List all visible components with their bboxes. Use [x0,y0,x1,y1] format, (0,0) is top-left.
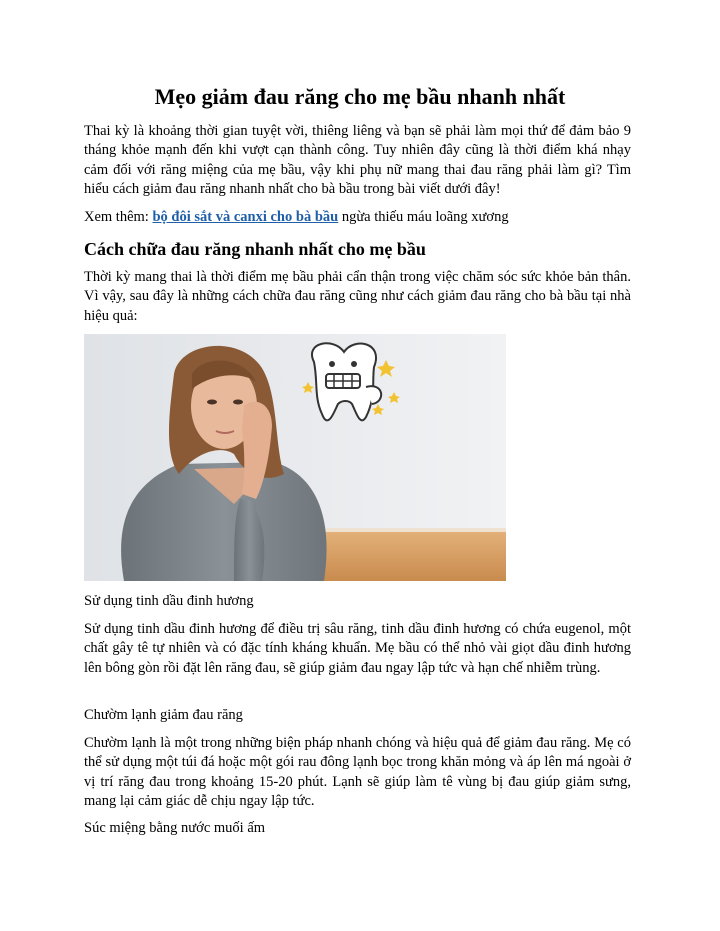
section-intro-paragraph: Thời kỳ mang thai là thời điểm mẹ bầu phải cẩn thận trong việc chăm sóc sức khỏe bản thân. Vì vậy, sau đây là những cách chữa đau răng cũng như cách giảm đau răng cho bà bầu tại nhà hiệu quả: [84,269,631,324]
method2-title: Chườm lạnh giảm đau răng [84,707,243,723]
method3-title: Súc miệng bằng nước muối ấm [84,820,266,836]
see-also-link[interactable]: bộ đôi sắt và canxi cho bà bầu [152,209,339,225]
intro-paragraph: Thai kỳ là khoảng thời gian tuyệt vời, thiêng liêng và bạn sẽ phải làm mọi thứ để đảm bảo 9 tháng khỏe mạnh đến khi vượt cạn thành công. Tuy nhiên đây cũng là thời điểm khá nhạy cảm đối với răng miệng của mẹ bầu, vậy khi phụ nữ mang thai đau răng phải làm gì? Tìm hiểu cách giảm đau răng nhanh nhất cho bà bầu trong bài viết dưới đây! [84,123,631,197]
see-also-suffix: ngừa thiếu máu loãng xương [338,209,509,225]
section-heading: Cách chữa đau răng nhanh nhất cho mẹ bầu [84,239,426,259]
see-also-line [84,208,631,227]
method2-body: Chườm lạnh là một trong những biện pháp nhanh chóng và hiệu quả để giảm đau răng. Mẹ có thể sử dụng một túi đá hoặc một gói rau đông lạnh bọc trong khăn mỏng và áp lên má ngoài ở vị trí răng đau trong khoảng 15-20 phút. Lạnh sẽ giúp làm tê vùng bị đau giúp giảm sưng, mang lại cảm giác dễ chịu ngay lập tức. [84,735,631,809]
method1-title: Sử dụng tinh dầu đinh hương [84,593,254,609]
pregnant-woman-toothache-photo [84,334,506,581]
method1-body: Sử dụng tinh dầu đinh hương để điều trị sâu răng, tinh dầu đinh hương có chứa eugenol, một chất gây tê tự nhiên và có đặc tính kháng khuẩn. Mẹ bầu có thể nhỏ vài giọt dầu đinh hương lên bông gòn rồi đặt lên răng đau, sẽ giúp giảm đau ngay lập tức và hạn chế nhiễm trùng. [84,621,631,676]
article-title: Mẹo giảm đau răng cho mẹ bầu nhanh nhất [154,84,566,109]
see-also-prefix: Xem thêm: [84,209,153,225]
